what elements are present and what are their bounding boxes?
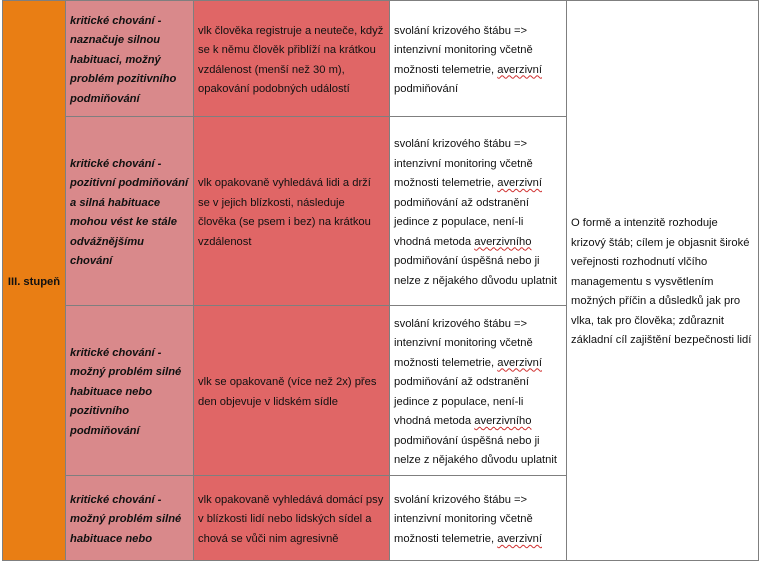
spellcheck-word: averzivního [474,415,532,427]
behavior-cell [66,1,194,117]
spellcheck-word: averzivní [497,532,542,545]
measure-text: svolání krizového štábu => intenzivní monitoring včetně možnosti telemetrie, [394,493,533,545]
spellcheck-word: averzivního [474,235,532,248]
behavior-cell [66,117,194,306]
situation-text: vlk opakovaně vyhledává domácí psy v blízkosti lidí nebo lidských sídel a chová se vůči nim agresivně [198,493,384,545]
measure-text: podmiňování až odstranění jedince z populace, není-li vhodná metoda [394,376,529,427]
measure-text: svolání krizového štábu => intenzivní monitoring včetně možnosti telemetrie, [394,138,533,189]
table-row [3,1,759,117]
behavior-text: kritické chování - možný problém silné habituace nebo [70,493,182,545]
level-cell [3,1,66,561]
spellcheck-word: averzivní [497,356,542,369]
behavior-cell [66,306,194,476]
measure-text: podmiňování úspěšná nebo ji nelze z nějakého důvodu uplatnit [394,255,557,287]
measure-text: podmiňování až odstranění jedince z populace, není-li vhodná metoda [394,196,529,248]
behavior-cell [66,476,194,561]
situation-cell [194,476,390,561]
situation-text: vlk člověka registruje a neuteče, když se k němu člověk přiblíží na krátkou vzdálenost (menší než 30 m), opakování podobných událostí [198,24,384,95]
situation-text: vlk se opakovaně (více než 2x) přes den objevuje v lidském sídle [198,376,377,408]
measure-cell [390,306,567,476]
situation-cell [194,306,390,476]
note-cell [567,1,759,561]
behavior-text: kritické chování - naznačuje silnou habituaci, možný problém pozitivního podmiňování [70,14,177,105]
spellcheck-word: averzivní [497,63,542,76]
measure-text: svolání krizového štábu => intenzivní monitoring včetně možnosti telemetrie, [394,24,533,76]
wolf-management-table [2,0,759,561]
behavior-text: kritické chování - možný problém silné habituace nebo pozitivního podmiňování [70,346,182,437]
behavior-text: kritické chování - pozitivní podmiňování a silná habituace mohou vést ke stále odvážnějšímu chování [70,157,189,267]
measure-text: podmiňování [394,83,459,95]
measure-cell [390,476,567,561]
situation-cell [194,117,390,306]
measure-text: svolání krizového štábu => intenzivní monitoring včetně možnosti telemetrie, [394,317,533,369]
measure-text: podmiňování úspěšná nebo ji nelze z nějakého důvodu uplatnit [394,434,557,466]
spellcheck-word: averzivní [497,177,542,189]
situation-cell [194,1,390,117]
measure-cell [390,117,567,306]
note-text: O formě a intenzitě rozhoduje krizový štáb; cílem je objasnit široké veřejnosti rozhodnutí vlčího managementu s vysvětlením možných příčin a důsledků jak pro vlka, tak pro člověka; zdůraznit základní cíl zajištění bezpečnosti lidí [571,217,752,347]
measure-cell [390,1,567,117]
situation-text: vlk opakovaně vyhledává lidi a drží se v jejich blízkosti, následuje člověka (se psem i bez) na krátkou vzdálenost [198,177,371,248]
level-label: III. stupeň [7,275,61,288]
